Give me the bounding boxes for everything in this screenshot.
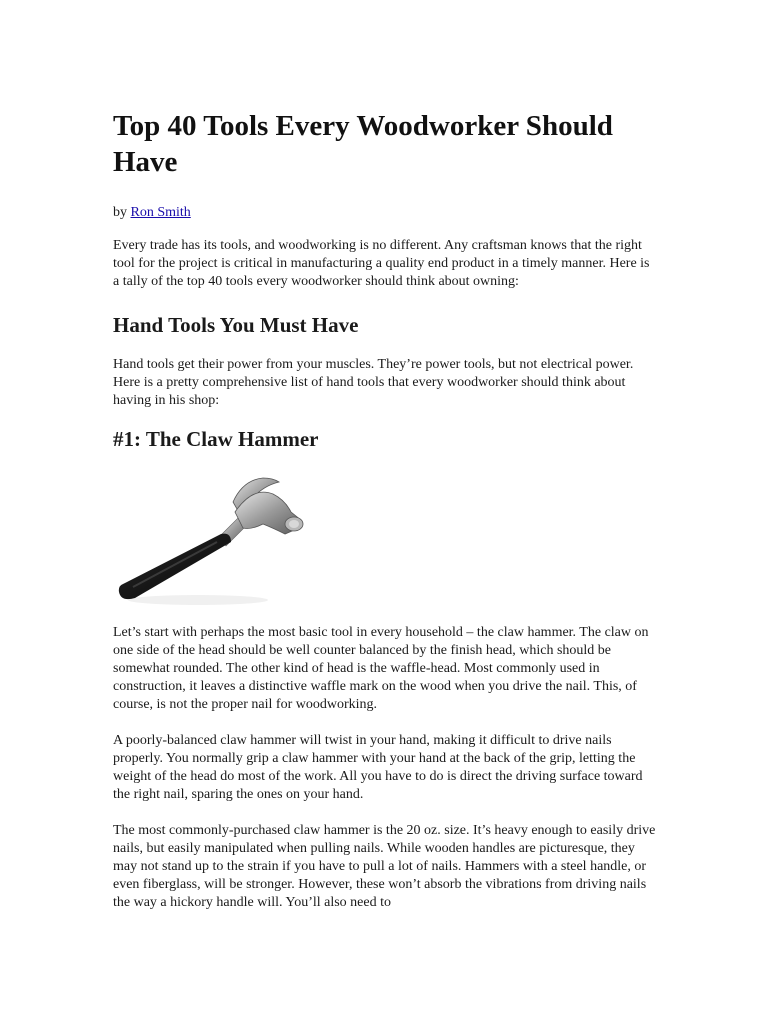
- intro-paragraph: Every trade has its tools, and woodworking is no different. Any craftsman knows that the right tool for the project is critical in manufacturing a quality end product in a timely manner. Here is a tally of the top 40 tools every woodworker should think about owning:: [113, 238, 650, 289]
- byline-prefix: by: [113, 205, 127, 220]
- document-page: [113, 108, 658, 912]
- section-heading: Hand Tools You Must Have: [113, 313, 359, 337]
- tool-heading: #1: The Claw Hammer: [113, 427, 319, 451]
- byline: [113, 204, 658, 222]
- claw-hammer-icon: [113, 472, 313, 612]
- paragraph-3: The most commonly-purchased claw hammer is the 20 oz. size. It’s heavy enough to easily drive nails, but easily manipulated when pulling nails. While wooden handles are picturesque, they may not stand up to the strain if you have to pull a lot of nails. Hammers with a steel handle, or even fiberglass, will be stronger. However, these won’t absorb the vibrations from driving nails the way a hickory handle will. You’ll also need to: [113, 823, 656, 910]
- paragraph-2: A poorly-balanced claw hammer will twist in your hand, making it difficult to drive nails properly. You normally grip a claw hammer with your hand at the back of the grip, letting the weight of the head do most of the work. All you have to do is direct the driving surface toward the right nail, sparing the ones on your hand.: [113, 733, 643, 802]
- section-intro-paragraph: Hand tools get their power from your muscles. They’re power tools, but not electrical power. Here is a pretty comprehensive list of hand tools that every woodworker should think about having in his shop:: [113, 357, 634, 408]
- article-title: Top 40 Tools Every Woodworker Should Have: [113, 110, 613, 178]
- author-link[interactable]: Ron Smith: [130, 205, 191, 220]
- paragraph-1: Let’s start with perhaps the most basic tool in every household – the claw hammer. The claw on one side of the head should be well counter balanced by the finish head, which should be somewhat rounded. The other kind of head is the waffle-head. Most commonly used in construction, it leaves a distinctive waffle mark on the wood when you drive the nail. This, of course, is not the proper nail for woodworking.: [113, 625, 649, 712]
